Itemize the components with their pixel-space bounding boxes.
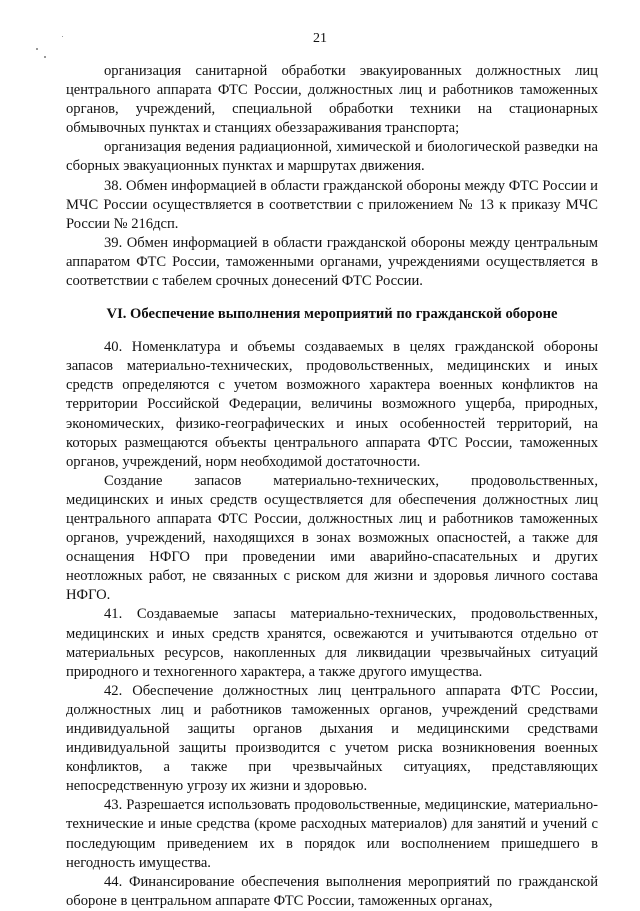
paragraph: 39. Обмен информацией в области гражданской обороны между центральным аппаратом ФТС России, таможенными органами, учреждениями осуществляется в соответствии с табелем срочных донесений ФТС России.	[66, 234, 598, 290]
paragraph: 40. Номенклатура и объемы создаваемых в целях гражданской обороны запасов материально-технических, продовольственных, медицинских и иных средств определяются с учетом возможного характера военных конфликтов на территории Российской Федерации, величины возможного ущерба, природных, экономических, физико-географических и иных особенностей территорий, на которых размещаются объекты центрального аппарата ФТС России, таможенных органов, учреждений, норм необходимой достаточности.	[66, 339, 598, 470]
paragraph: Создание запасов материально-технических, продовольственных, медицинских и иных средств осуществляется для обеспечения должностных лиц центрального аппарата ФТС России, должностных лиц и работников таможенных органов, учреждений, находящихся в зонах возможных опасностей, а также для оснащения НФГО при проведении ими аварийно-спасательных и других неотложных работ, не связанных с риском для жизни и здоровья личного состава НФГО.	[66, 472, 598, 604]
paragraph: 41. Создаваемые запасы материально-технических, продовольственных, медицинских и иных средств хранятся, освежаются и учитываются отдельно от материальных ресурсов, накопленных для ликвидации чрезвычайных ситуаций природного и техногенного характера, а также другого имущества.	[66, 606, 598, 680]
scan-speck	[36, 48, 38, 50]
section-heading: VI. Обеспечение выполнения мероприятий по гражданской обороне	[106, 306, 558, 323]
paragraph: 43. Разрешается использовать продовольственные, медицинские, материально-технические и иные средства (кроме расходных материалов) для занятий и учений с последующим приведением их в порядок или восполнением пришедшего в негодность имущества.	[66, 797, 598, 871]
paragraph: 44. Финансирование обеспечения выполнения мероприятий по гражданской обороне в центральном аппарате ФТС России, таможенных органах,	[66, 873, 598, 909]
scan-speck	[44, 56, 46, 58]
paragraph: организация санитарной обработки эвакуированных должностных лиц центрального аппарата ФТС России, должностных лиц и работников таможенных органов, учреждений, специальной обработки техники на стационарных обмывочных пунктах и станциях обеззараживания транспорта;	[66, 63, 598, 137]
paragraph: 42. Обеспечение должностных лиц центрального аппарата ФТС России, должностных лиц и работников таможенных органов, учреждений средствами индивидуальной защиты органов дыхания и медицинскими средствами индивидуальной защиты производится с учетом риска возникновения военных конфликтов, а также при чрезвычайных ситуациях, представляющих непосредственную угрозу их жизни и здоровью.	[66, 682, 598, 795]
document-body	[66, 62, 598, 911]
page-number: 21	[313, 31, 327, 46]
paragraph: организация ведения радиационной, химической и биологической разведки на сборных эвакуационных пунктах и маршрутах движения.	[66, 139, 598, 175]
paragraph: 38. Обмен информацией в области гражданской обороны между ФТС России и МЧС России осуществляется в соответствии с приложением № 13 к приказу МЧС России № 216дсп.	[66, 177, 598, 232]
